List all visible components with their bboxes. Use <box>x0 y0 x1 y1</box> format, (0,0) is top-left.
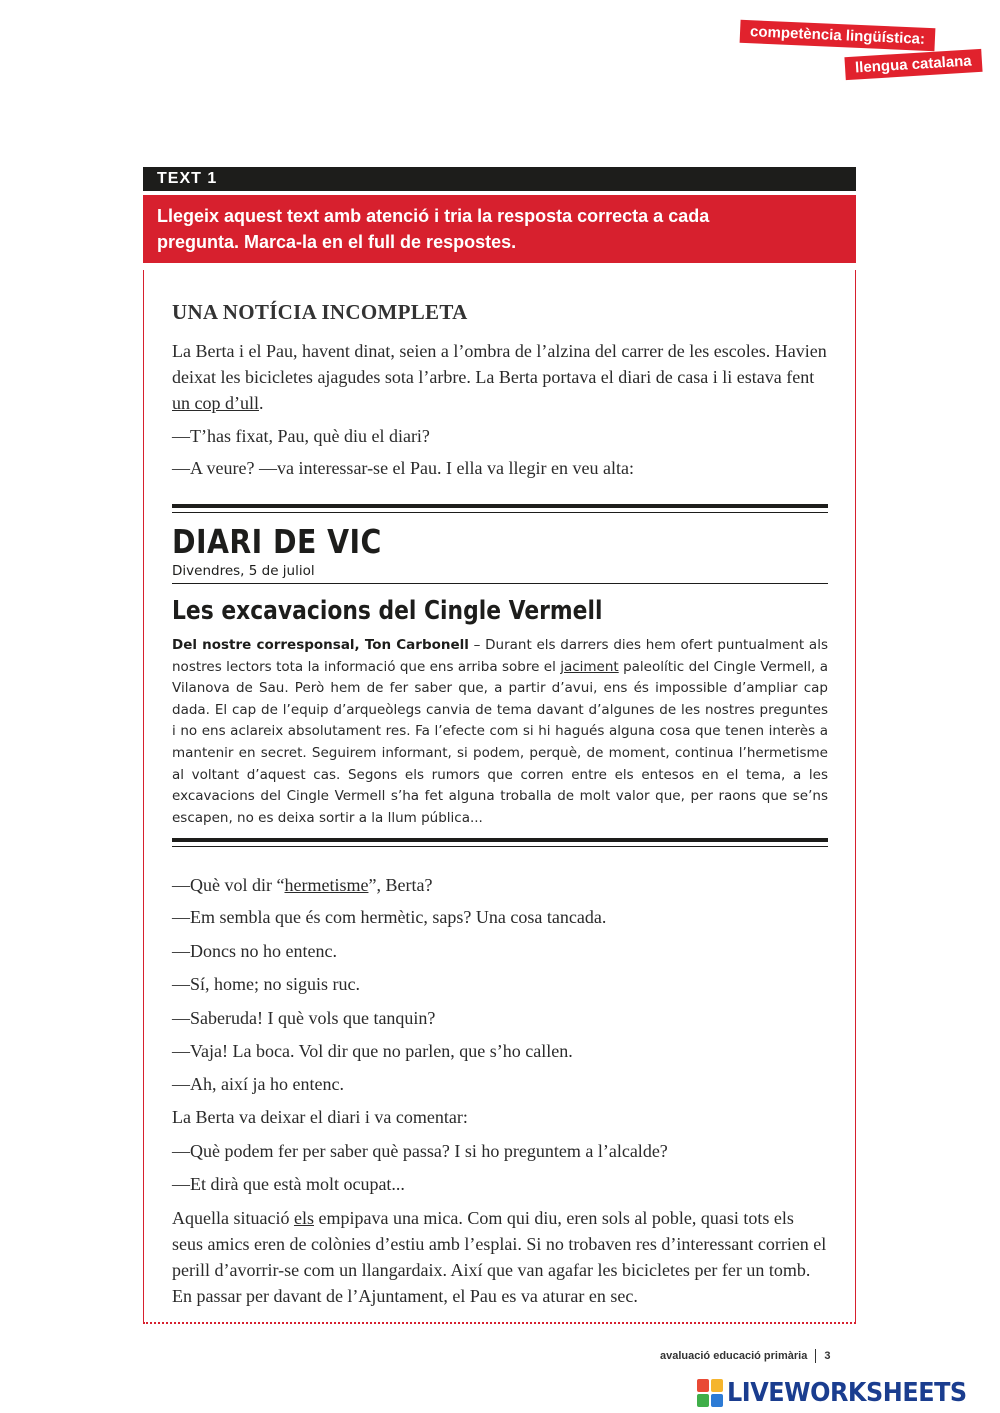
dialogue-line: —Saberuda! I què vols que tanquin? <box>172 1008 436 1028</box>
story-intro <box>172 338 832 416</box>
page-footer <box>660 1349 830 1363</box>
footer-separator <box>815 1349 816 1363</box>
page-number: 3 <box>824 1349 831 1362</box>
newspaper-top-rule <box>172 504 828 508</box>
newspaper-top-thin-rule <box>172 512 828 513</box>
logo-square-l <box>697 1379 709 1392</box>
dialogue-underlined-word: hermetisme <box>284 875 369 895</box>
logo-square-v <box>697 1394 709 1407</box>
dialogue-line: —T’has fixat, Pau, què diu el diari? <box>172 426 430 446</box>
intro-text: La Berta i el Pau, havent dinat, seien a l’ombra de l’alzina del carrer de les escoles. Havien deixat les bicicletes ajagudes sota l’arbre. La Berta portava el diari de casa i li estava fent <box>172 341 827 387</box>
final-underlined-word: els <box>293 1208 314 1228</box>
intro-underlined-phrase: un cop d’ull <box>172 393 259 413</box>
dialogue-line: —Em sembla que és com hermètic, saps? Una cosa tancada. <box>172 907 607 927</box>
instructions-line2: pregunta. Marca-la en el full de respostes. <box>157 232 517 252</box>
dialogue-line <box>172 872 832 898</box>
final-paragraph <box>172 1205 828 1309</box>
dialogue-line: —Què podem fer per saber què passa? I si ho preguntem a l’alcalde? <box>172 1141 668 1161</box>
liveworksheets-logo[interactable] <box>697 1378 988 1408</box>
dialogue-line: —Et dirà que està molt ocupat... <box>172 1174 405 1194</box>
liveworksheets-wordmark: LIVEWORKSHEETS <box>727 1378 967 1408</box>
newspaper-date-rule <box>172 583 828 584</box>
newspaper-article <box>172 635 828 829</box>
dialogue-line: —Doncs no ho entenc. <box>172 941 337 961</box>
article-text-end: paleolític del Cingle Vermell, a Vilanova de Sau. Però hem de fer saber que, a partir d’avui, ens és impossible d’ampliar cap dada. El cap de l’equip d’arqueòlegs canvia de tema davant d’algunes de les nostres preguntes i no ens aclareix absolutament res. Fa l’efecte com si hi hagués alguna cosa que tenen interès a mantenir en secret. Seguirem informant, si podem, perquè, de moment, continua l’hermetisme al voltant d’aquest cas. Segons els rumors que corren entre els entesos en el tema, a les excavacions del Cingle Vermell s’ha fet alguna troballa de molt valor que, per raons que se’ns escapen, no es deixa sortir a la llum pública... <box>172 658 828 826</box>
logo-square-e <box>711 1394 723 1407</box>
story-title: UNA NOTÍCIA INCOMPLETA <box>172 300 468 324</box>
dialogue-line: —Sí, home; no siguis ruc. <box>172 974 360 994</box>
dialogue-line: —Ah, així ja ho entenc. <box>172 1074 344 1094</box>
dialogue-line: —A veure? —va interessar-se el Pau. I ella va llegir en veu alta: <box>172 458 634 478</box>
frame-dotted-bottom <box>143 1322 856 1324</box>
newspaper-headline: Les excavacions del Cingle Vermell <box>172 596 603 626</box>
footer-text: avaluació educació primària <box>660 1349 808 1362</box>
subject-tag-line2: llengua catalana <box>844 49 982 80</box>
dialogue-text-end: ”, Berta? <box>368 875 433 895</box>
instructions-box <box>143 195 856 263</box>
liveworksheets-icon <box>697 1379 723 1407</box>
article-text: – Durant els darrers dies hem ofert puntualment als nostres lectors tota la informació que ens arriba sobre el <box>172 637 828 675</box>
article-byline: Del nostre corresponsal, Ton Carbonell <box>172 637 469 653</box>
final-text-end: empipava una mica. Com qui diu, eren sols al poble, quasi tots els seus amics eren de colònies d’estiu amb l’esplai. Si no trobaven res d’interessant corrien el perill d’avorrir-se com un llangardaix. Així que van agafar les bicicletes per fer un tomb. En passar per davant de l’Ajuntament, el Pau es va aturar en sec. <box>172 1208 827 1306</box>
logo-square-i <box>711 1379 723 1392</box>
section-label: TEXT 1 <box>143 167 856 191</box>
dialogue-line: —Vaja! La boca. Vol dir que no parlen, que s’ho callen. <box>172 1041 573 1061</box>
newspaper-bottom-thin-rule <box>172 846 828 847</box>
newspaper-date: Divendres, 5 de juliol <box>172 563 315 579</box>
dialogue-text: —Què vol dir “ <box>172 875 285 895</box>
article-underlined-word: jaciment <box>560 658 619 675</box>
final-text: Aquella situació <box>172 1208 294 1228</box>
newspaper-name: DIARI DE VIC <box>172 522 382 561</box>
intro-text-end: . <box>259 393 264 413</box>
subject-tag-line1: competència lingüística: <box>740 20 936 51</box>
instructions-line1: Llegeix aquest text amb atenció i tria la resposta correcta a cada <box>157 206 710 226</box>
narration-line: La Berta va deixar el diari i va comentar: <box>172 1107 468 1127</box>
newspaper-bottom-rule <box>172 838 828 842</box>
